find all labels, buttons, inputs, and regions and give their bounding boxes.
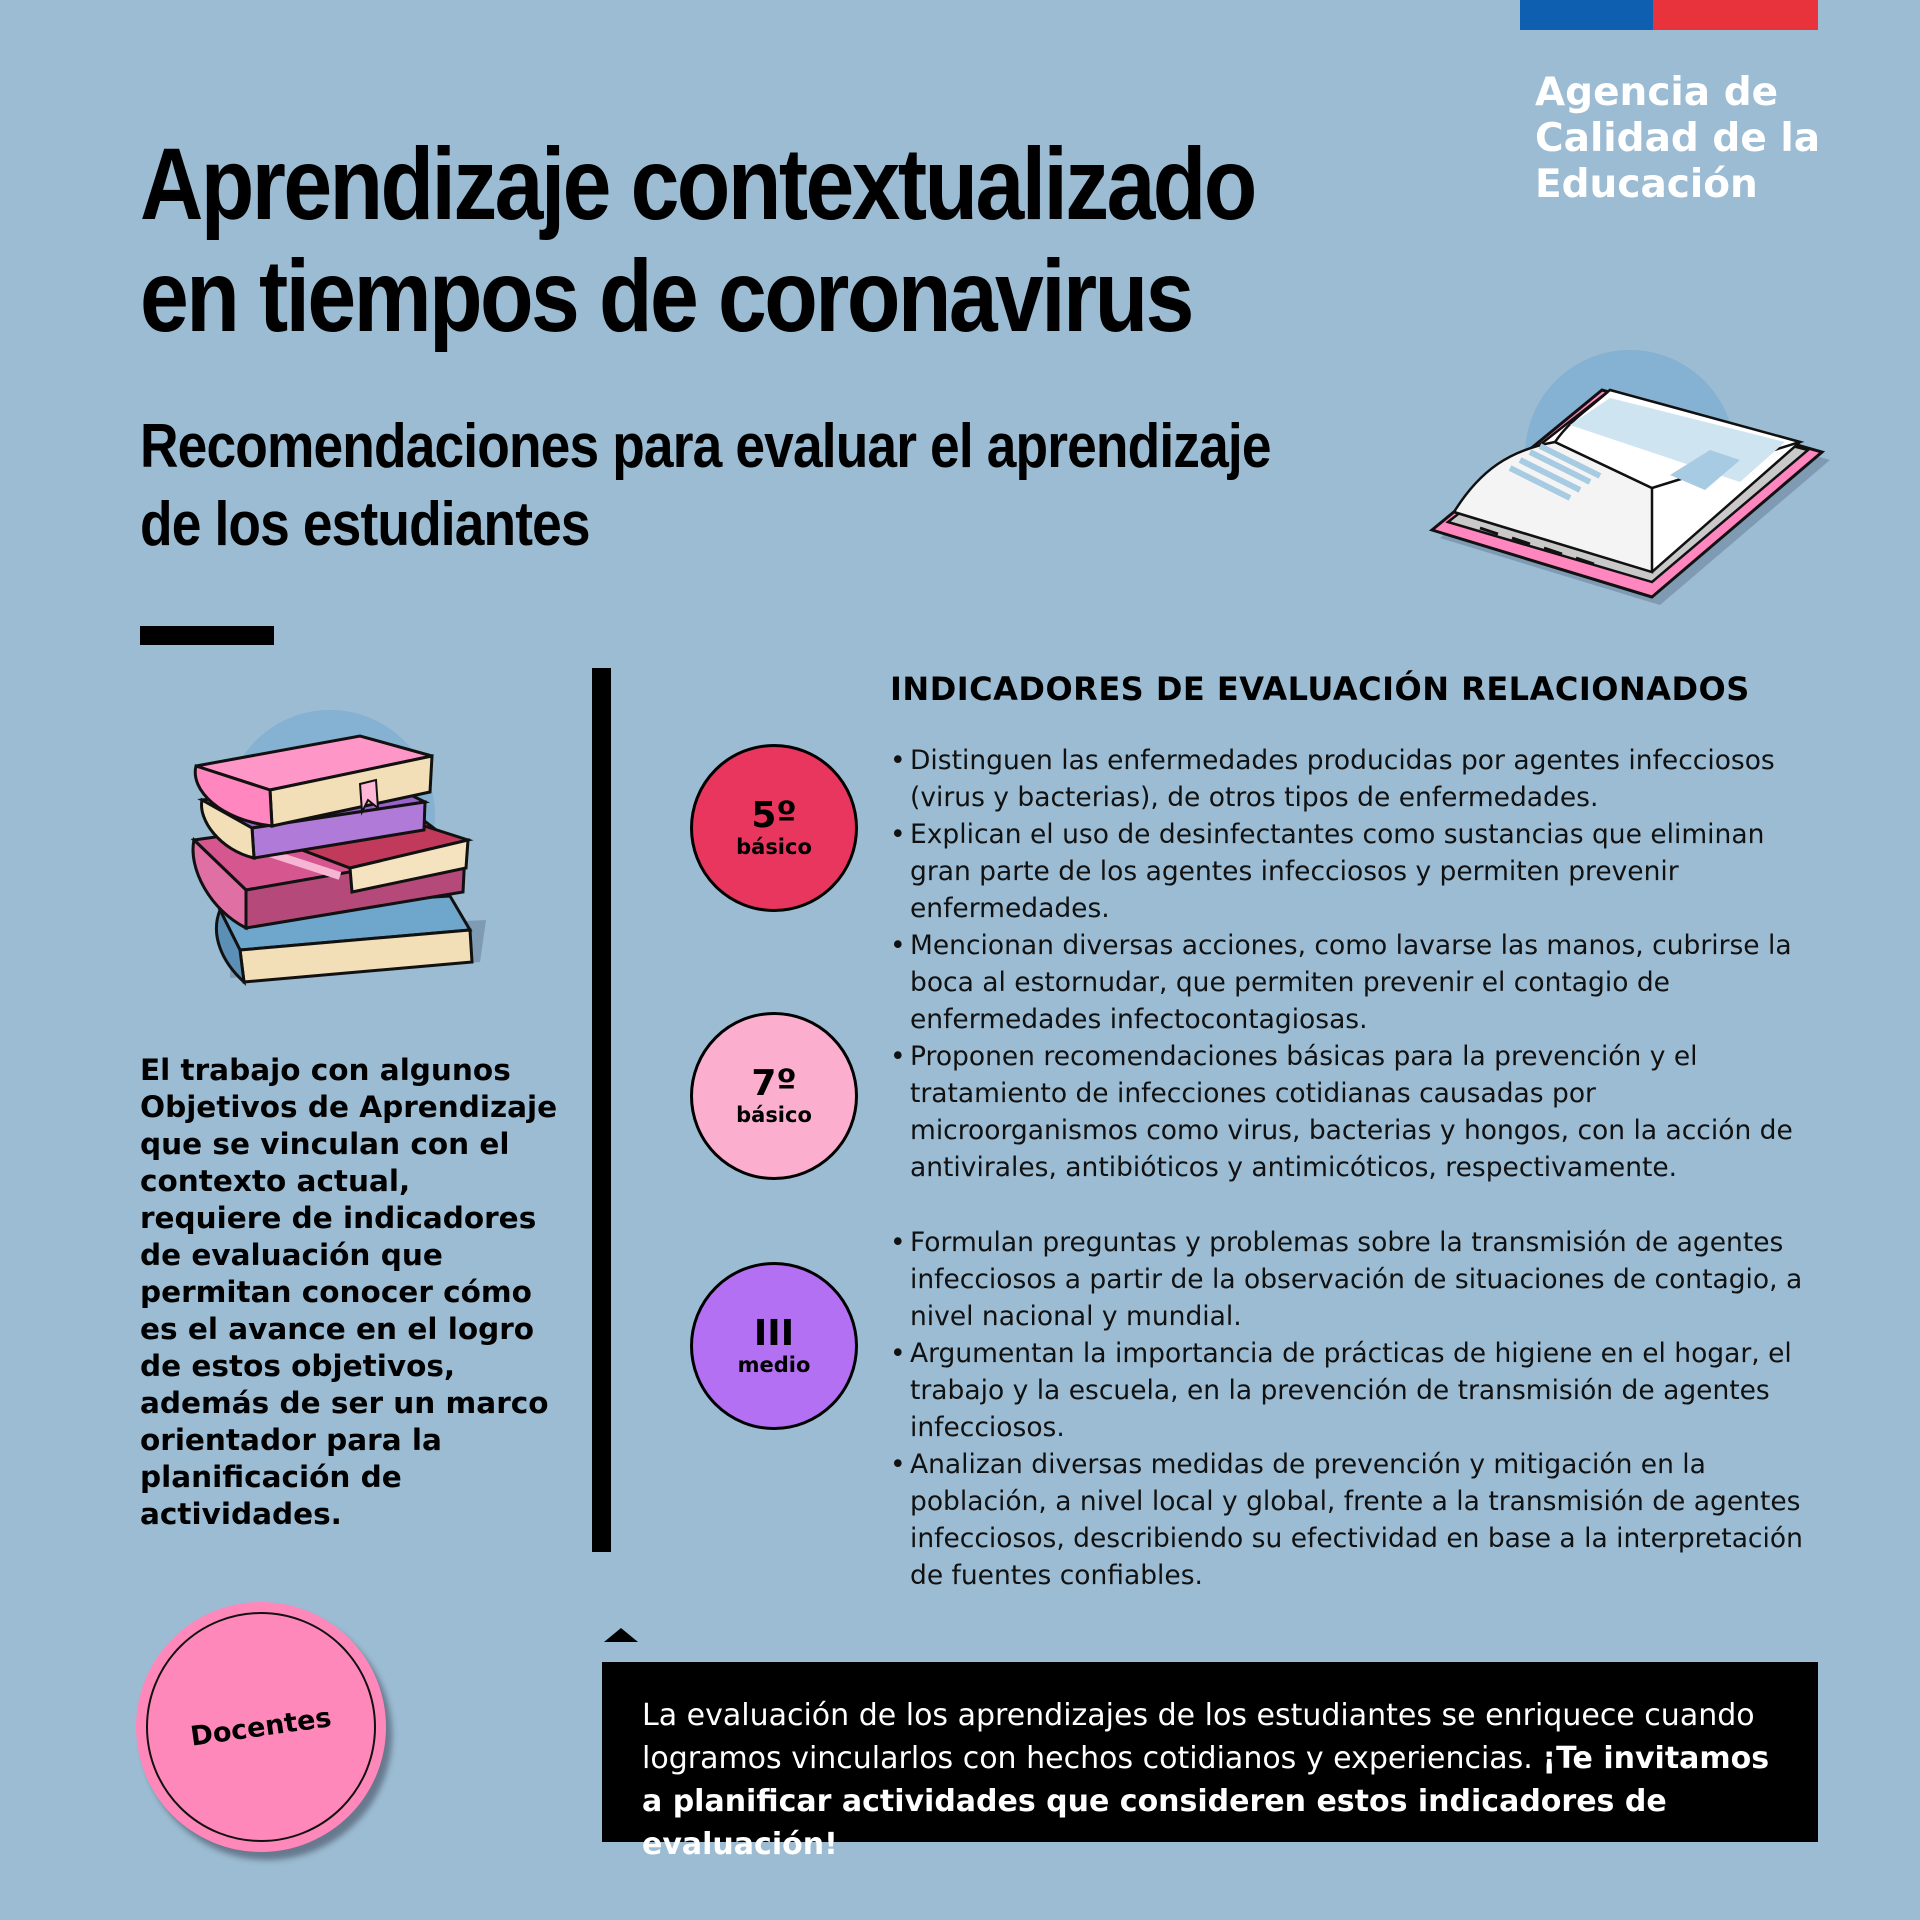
closing-text: La evaluación de los aprendizajes de los estudiantes se enriquece cuando logramos vincularlos con hechos cotidianos y experiencias. [642,1698,1755,1776]
indicator-item: • Explican el uso de desinfectantes como sustancias que eliminan gran parte de los agentes infecciosos y permiten prevenir enfermedades. [890,816,1820,927]
level-grade: III [753,1313,795,1354]
subtitle-line: Recomendaciones para evaluar el aprendizaje [140,412,1271,481]
level-grade: 5º [751,795,797,836]
title-line: en tiempos de coronavirus [140,239,1192,353]
subtitle-line: de los estudiantes [140,490,590,559]
page-subtitle [140,408,1271,564]
indicator-item: • Formulan preguntas y problemas sobre la transmisión de agentes infecciosos a partir de la observación de situaciones de contagio, a nivel nacional y mundial. [890,1224,1820,1335]
title-underline [140,626,274,645]
level-badge-iii-medio [690,1262,858,1430]
indicator-item: • Analizan diversas medidas de prevención y mitigación en la población, a nivel local y global, frente a la transmisión de agentes infecciosos, describiendo su efectividad en base a la interpretación de fuentes confiables. [890,1446,1820,1594]
indicator-item: • Argumentan la importancia de prácticas de higiene en el hogar, el trabajo y la escuela, en la prevención de transmisión de agentes infecciosos. [890,1335,1820,1446]
callout-pointer [604,1628,638,1642]
level-label: básico [736,835,812,859]
indicators-title: INDICADORES DE EVALUACIÓN RELACIONADOS [890,670,1750,708]
audience-badge [136,1602,386,1852]
flag-stripe-blue [1520,0,1653,30]
closing-callout [602,1662,1818,1862]
book-stack-icon [180,700,490,1000]
flag-stripe-red [1653,0,1818,30]
vertical-divider [592,668,611,1552]
level-badge-5-basico [690,744,858,912]
audience-label: Docentes [188,1701,334,1753]
agency-line: Calidad de la [1535,116,1821,161]
agency-line: Educación [1535,162,1758,207]
open-book-icon [1420,350,1840,620]
page-title [140,128,1255,352]
level-label: básico [736,1103,812,1127]
closing-emphasis: ¡Te invitamos a planificar actividades que consideren estos indicadores de evaluación! [642,1741,1770,1862]
indicator-item: • Proponen recomendaciones básicas para la prevención y el tratamiento de infecciones cotidianas causadas por microorganismos como virus, bacterias y hongos, con la acción de antivirales, antibióticos y antimicóticos, respectivamente. [890,1038,1820,1186]
indicator-list-iii-medio [890,1224,1820,1594]
indicator-list-7-basico [890,1038,1820,1186]
level-grade: 7º [751,1063,797,1104]
intro-text: El trabajo con algunos Objetivos de Aprendizaje que se vinculan con el contexto actual, requiere de indicadores de evaluación que permitan conocer cómo es el avance en el logro de estos objetivos, además de ser un marco orientador para la planificación de actividades. [140,1053,558,1531]
title-line: Aprendizaje contextualizado [140,127,1255,241]
indicator-list-5-basico [890,742,1820,1038]
indicator-item: • Distinguen las enfermedades producidas por agentes infecciosos (virus y bacterias), de otros tipos de enfermedades. [890,742,1820,816]
level-badge-7-basico [690,1012,858,1180]
agency-line: Agencia de [1535,70,1779,115]
level-label: medio [737,1353,811,1377]
agency-logo [1535,70,1835,208]
indicator-item: • Mencionan diversas acciones, como lavarse las manos, cubrirse la boca al estornudar, que permiten prevenir el contagio de enfermedades infectocontagiosas. [890,927,1820,1038]
